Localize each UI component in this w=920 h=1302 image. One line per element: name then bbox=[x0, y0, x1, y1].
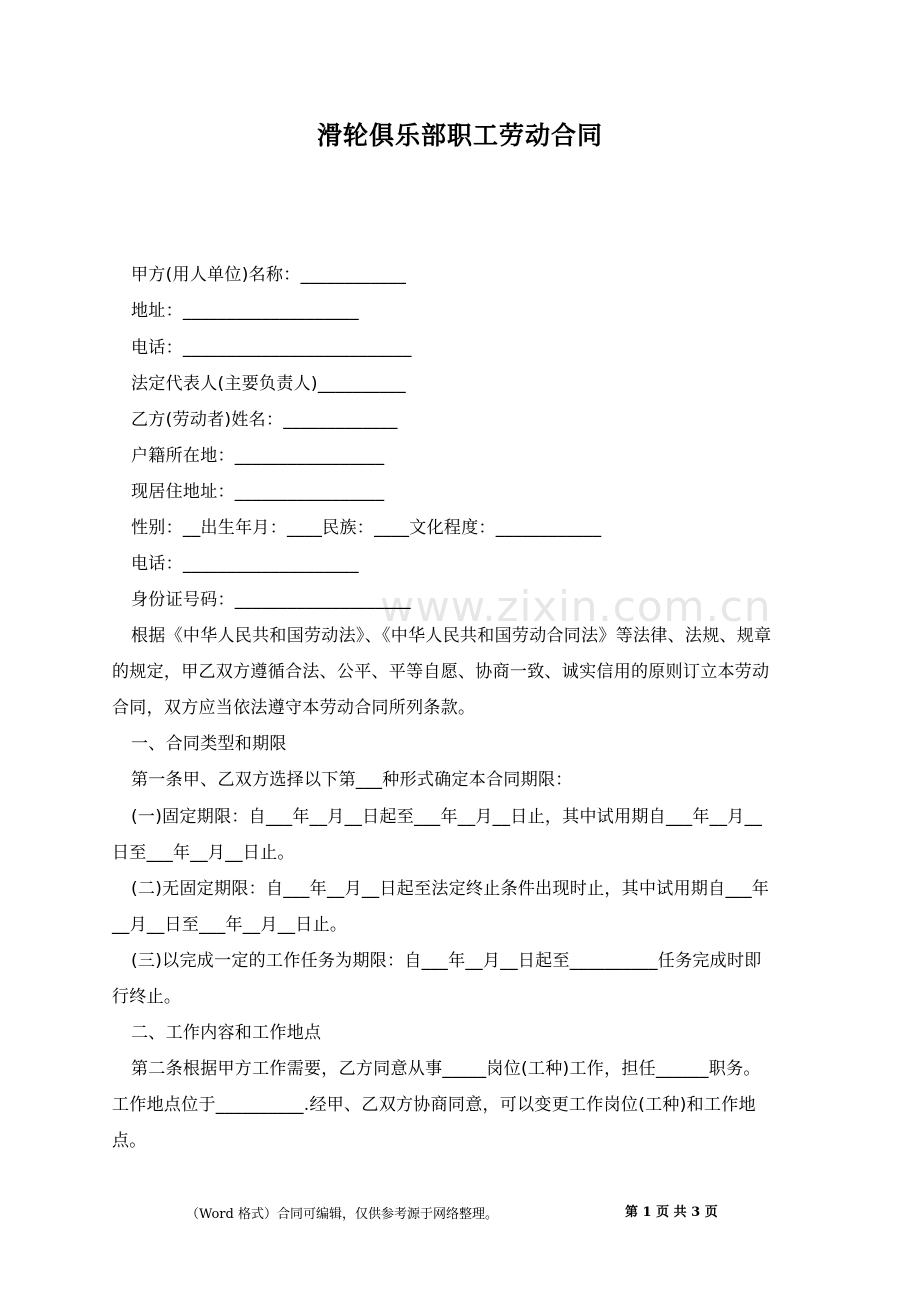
section-2-heading: 二、工作内容和工作地点 bbox=[131, 1023, 322, 1043]
legal-representative-field: 法定代表人(主要负责人)__________ bbox=[131, 374, 406, 394]
fixed-term-line-1: (一)固定期限：自___年__月__日起至___年__月__日止，其中试用期自___年__月__ bbox=[131, 807, 763, 827]
current-address-field: 现居住地址：_________________ bbox=[131, 482, 385, 502]
article-2-line-1: 第二条根据甲方工作需要，乙方同意从事_____岗位(工种)工作，担任______职务。 bbox=[131, 1059, 761, 1079]
section-1-heading: 一、合同类型和期限 bbox=[131, 734, 287, 754]
fixed-term-line-2: 日至___年__月__日止。 bbox=[112, 843, 295, 863]
personal-info-field: 性别：__出生年月：____民族：____文化程度：____________ bbox=[131, 518, 602, 538]
id-number-field: 身份证号码：____________________ bbox=[131, 590, 411, 610]
footer-note: （Word 格式）合同可编辑，仅供参考源于网络整理。 bbox=[186, 1207, 498, 1222]
watermark: www.zixin.com.cn bbox=[380, 582, 772, 631]
article-2-line-2: 工作地点位于__________.经甲、乙双方协商同意，可以变更工作岗位(工种)和工作地 bbox=[112, 1095, 756, 1115]
open-term-line-1: (二)无固定期限：自___年__月__日起至法定终止条件出现时止，其中试用期自___年 bbox=[131, 879, 770, 899]
open-term-line-2: __月__日至___年__月__日止。 bbox=[112, 915, 348, 935]
article-2-line-3: 点。 bbox=[112, 1131, 147, 1151]
preamble-line-1: 根据《中华人民共和国劳动法》、《中华人民共和国劳动合同法》等法律、法规、规章 bbox=[131, 626, 772, 646]
household-registration-field: 户籍所在地：_________________ bbox=[131, 446, 385, 466]
party-a-phone-field: 电话：__________________________ bbox=[131, 338, 412, 358]
article-1: 第一条甲、乙双方选择以下第___种形式确定本合同期限： bbox=[131, 770, 573, 790]
task-term-line-2: 行终止。 bbox=[112, 987, 182, 1007]
task-term-line-1: (三)以完成一定的工作任务为期限：自___年__月__日起至__________任务完成时即 bbox=[131, 951, 762, 971]
party-a-name-field: 甲方(用人单位)名称：____________ bbox=[131, 265, 407, 285]
party-b-phone-field: 电话：____________________ bbox=[131, 554, 359, 574]
document-title: 滑轮俱乐部职工劳动合同 bbox=[316, 121, 603, 150]
page-number: 第 1 页 共 3 页 bbox=[625, 1205, 718, 1220]
party-b-name-field: 乙方(劳动者)姓名：_____________ bbox=[131, 410, 398, 430]
preamble-line-3: 合同，双方应当依法遵守本劳动合同所列条款。 bbox=[112, 698, 476, 718]
party-a-address-field: 地址：____________________ bbox=[131, 301, 359, 321]
preamble-line-2: 的规定，甲乙双方遵循合法、公平、平等自愿、协商一致、诚实信用的原则订立本劳动 bbox=[112, 662, 770, 682]
